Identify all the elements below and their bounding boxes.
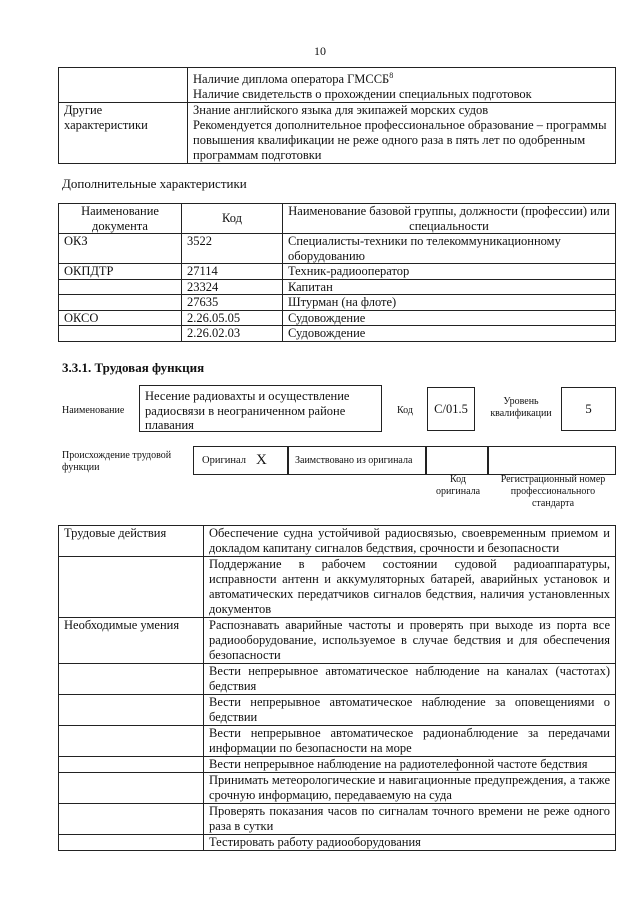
table-row — [59, 310, 616, 326]
doc-cell: ОКЗ — [59, 234, 182, 264]
additional-characteristics-heading: Дополнительные характеристики — [62, 176, 247, 191]
footnote-mark: 8 — [389, 71, 394, 80]
doc-cell: ОКПДТР — [59, 264, 182, 280]
table-row — [59, 618, 616, 664]
row-text: Обеспечение судна устойчивой радиосвязью, своевременным приемом и докладом капитану сигналов бедствия, срочности и безопасности — [204, 526, 616, 557]
name-cell: Техник-радиооператор — [283, 264, 616, 280]
row-label — [59, 695, 204, 726]
row-text: Вести непрерывное автоматическое радионаблюдение за передачами информации по безопасности на море — [204, 726, 616, 757]
requirement-line: Наличие свидетельств о прохождении специальных подготовок — [193, 87, 532, 102]
table-row — [59, 103, 616, 164]
name-cell: Капитан — [283, 279, 616, 295]
column-header: Наименование базовой группы, должности (профессии) или специальности — [283, 204, 616, 234]
name-label: Наименование — [62, 405, 125, 416]
column-header: Наименование документа — [59, 204, 182, 234]
row-text: Проверять показания часов по сигналам точного времени не реже одного раза в сутки — [204, 804, 616, 835]
table-row — [59, 773, 616, 804]
code-cell: 27114 — [182, 264, 283, 280]
row-label — [59, 804, 204, 835]
column-header: Код — [182, 204, 283, 234]
table-row — [59, 326, 616, 342]
page-number: 10 — [314, 44, 326, 58]
code-original-cell — [426, 446, 488, 475]
original-mark: X — [256, 452, 267, 468]
row-text: Принимать метеорологические и навигационные предупреждения, а также срочную информацию, передаваемую на суда — [204, 773, 616, 804]
row-label — [59, 68, 188, 103]
table-header-row — [59, 204, 616, 234]
table-row — [59, 526, 616, 557]
requirement-line: Наличие диплома оператора ГМССБ — [193, 72, 390, 87]
row-text: Поддержание в рабочем состоянии судовой радиоаппаратуры, исправности антенн и аккумуляторных батарей, аварийных установок и автоматических передатчиков сигналов бедствия, наличия установленных документов — [204, 557, 616, 618]
table-row — [59, 279, 616, 295]
row-label — [59, 773, 204, 804]
row-label — [59, 757, 204, 773]
doc-cell — [59, 279, 182, 295]
table-row — [59, 726, 616, 757]
code-cell: 2.26.05.05 — [182, 310, 283, 326]
reg-number-label: Регистрационный номер профессионального стандарта — [500, 474, 606, 509]
table-row — [59, 264, 616, 280]
doc-cell: ОКСО — [59, 310, 182, 326]
code-label: Код — [397, 405, 413, 416]
name-cell: Штурман (на флоте) — [283, 295, 616, 311]
row-text: Тестировать работу радиооборудования — [204, 835, 616, 851]
table-row — [59, 804, 616, 835]
row-label — [59, 557, 204, 618]
code-cell: 23324 — [182, 279, 283, 295]
row-content — [188, 68, 616, 103]
function-code-box: С/01.5 — [427, 387, 475, 431]
row-text: Вести непрерывное автоматическое наблюдение за оповещениями о бедствии — [204, 695, 616, 726]
original-cell — [193, 446, 288, 475]
borrowed-cell: Заимствовано из оригинала — [288, 446, 426, 475]
code-cell: 27635 — [182, 295, 283, 311]
level-label: Уровень квалификации — [490, 396, 552, 419]
qualification-level-box: 5 — [561, 387, 616, 431]
requirement-line: Знание английского языка для экипажей морских судов — [193, 103, 489, 118]
reg-number-cell — [488, 446, 616, 475]
row-label: Трудовые действия — [59, 526, 204, 557]
table-row — [59, 234, 616, 264]
requirement-line: Рекомендуется дополнительное профессиональное образование – программы повышения квалификации не реже одного раза в пять лет по одобренным программам подготовки — [193, 118, 607, 163]
row-text: Распознавать аварийные частоты и проверять при выходе из порта все радиооборудование, используемое в случае бедствия и для обеспечения безопасности — [204, 618, 616, 664]
table-row — [59, 664, 616, 695]
table-row — [59, 835, 616, 851]
function-name-box: Несение радиовахты и осуществление радиосвязи в неограниченном районе плавания — [139, 385, 382, 432]
code-original-label: Код оригинала — [435, 474, 481, 497]
doc-cell — [59, 326, 182, 342]
row-label — [59, 835, 204, 851]
row-label — [59, 726, 204, 757]
name-cell: Судовождение — [283, 310, 616, 326]
additional-characteristics-table — [58, 203, 616, 342]
labor-actions-table — [58, 525, 616, 851]
table-row — [59, 295, 616, 311]
table-row — [59, 557, 616, 618]
name-cell: Специалисты-техники по телекоммуникационному оборудованию — [283, 234, 616, 264]
original-label: Оригинал — [202, 455, 246, 466]
name-cell: Судовождение — [283, 326, 616, 342]
qualification-requirements-table — [58, 67, 616, 164]
row-text: Вести непрерывное наблюдение на радиотелефонной частоте бедствия — [204, 757, 616, 773]
row-content — [188, 103, 616, 164]
row-label — [59, 664, 204, 695]
row-label: Необходимые умения — [59, 618, 204, 664]
doc-cell — [59, 295, 182, 311]
code-cell: 3522 — [182, 234, 283, 264]
table-row — [59, 757, 616, 773]
labor-function-heading: 3.3.1. Трудовая функция — [62, 360, 205, 375]
code-cell: 2.26.02.03 — [182, 326, 283, 342]
row-text: Вести непрерывное автоматическое наблюдение на каналах (частотах) бедствия — [204, 664, 616, 695]
table-row — [59, 695, 616, 726]
origin-label: Происхождение трудовой функции — [62, 450, 172, 473]
table-row — [59, 68, 616, 103]
row-label: Другие характеристики — [59, 103, 188, 164]
